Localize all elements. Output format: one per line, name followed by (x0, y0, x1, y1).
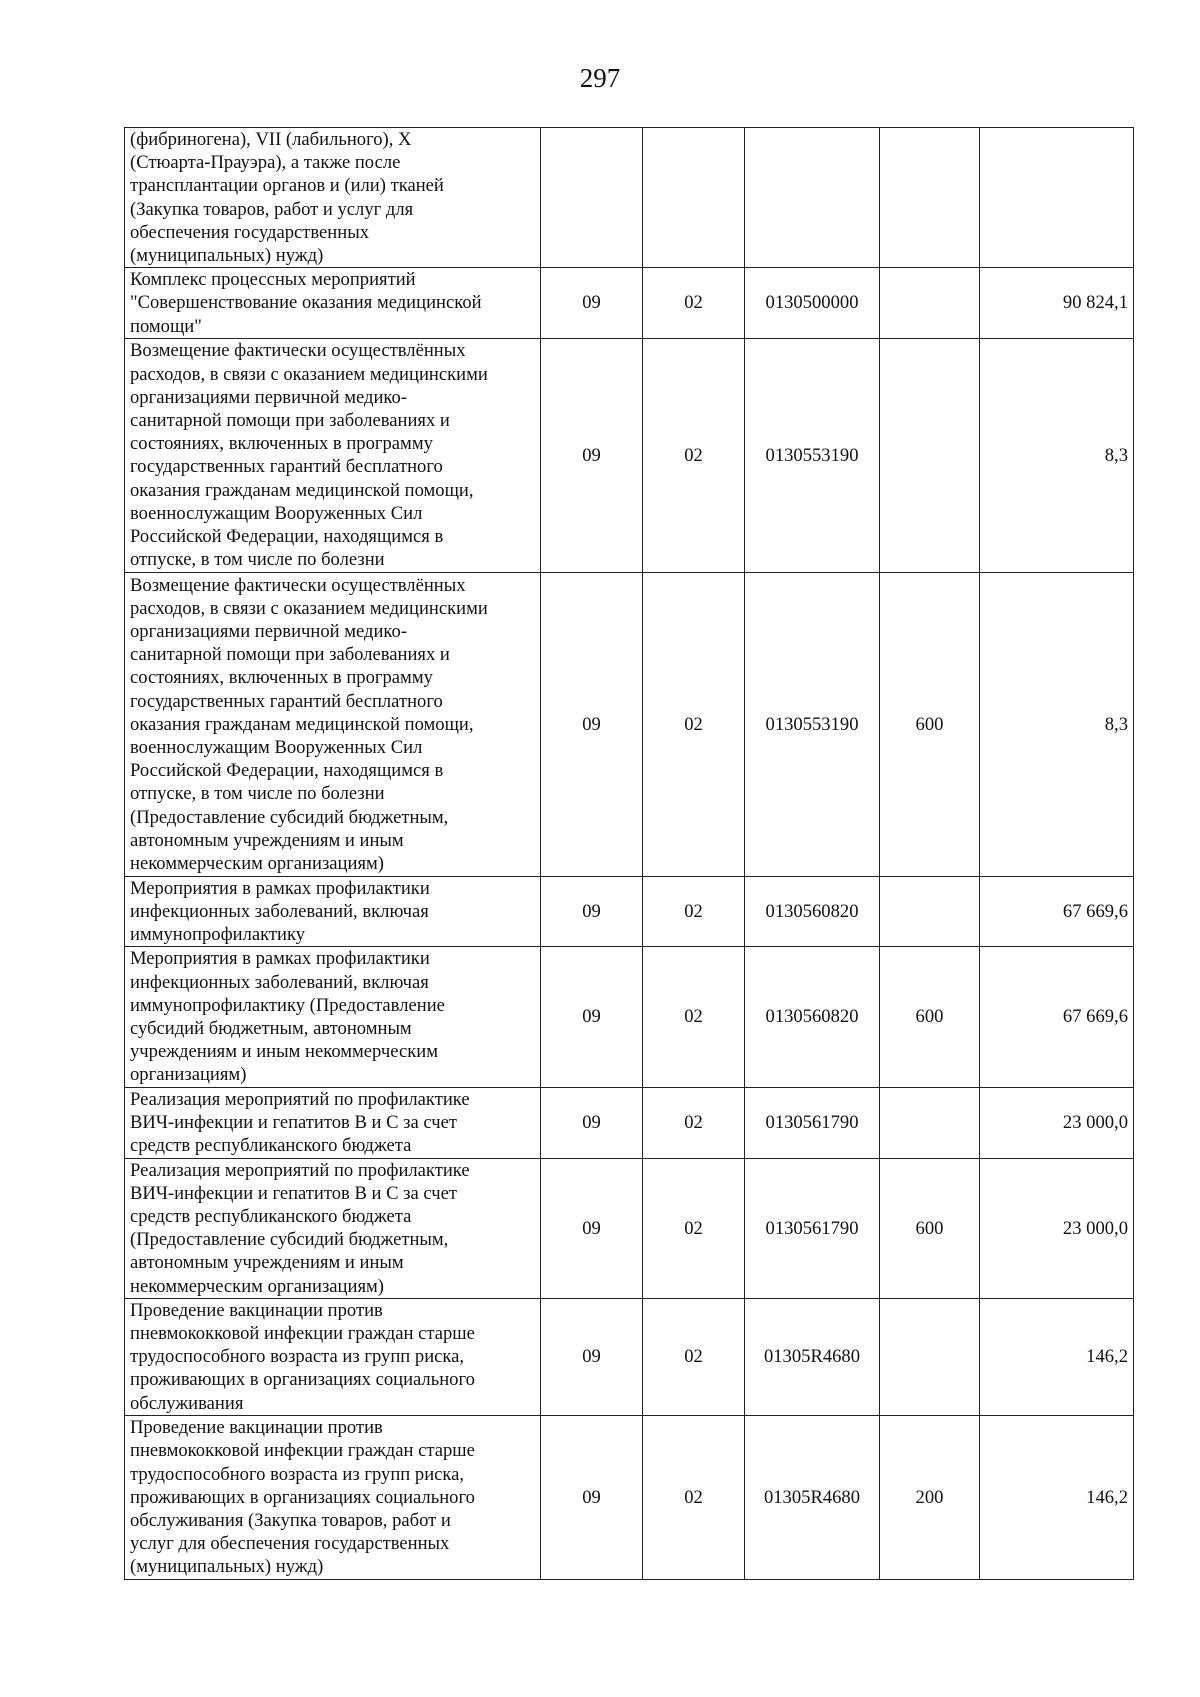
row-subsection: 02 (643, 1298, 745, 1415)
table-row (125, 947, 1134, 1087)
row-amount: 146,2 (980, 1415, 1134, 1579)
table-row (125, 1087, 1134, 1158)
row-name: Реализация мероприятий по профилактике ВИЧ-инфекции и гепатитов B и C за счет средств республиканского бюджета (Предоставление субсидий бюджетным, автономным учреждениям и иным некоммерческим организациям) (125, 1158, 541, 1298)
row-expense-type: 600 (880, 1158, 980, 1298)
row-subsection: 02 (643, 1415, 745, 1579)
table-row (125, 1158, 1134, 1298)
row-target-article: 0130553190 (745, 338, 880, 572)
table-row (125, 128, 1134, 268)
row-subsection: 02 (643, 1158, 745, 1298)
row-amount: 146,2 (980, 1298, 1134, 1415)
table-row (125, 1298, 1134, 1415)
row-target-article: 01305R4680 (745, 1415, 880, 1579)
row-target-article: 0130561790 (745, 1158, 880, 1298)
budget-table (124, 127, 1134, 1580)
row-name: Проведение вакцинации против пневмококковой инфекции граждан старше трудоспособного возраста из групп риска, проживающих в организациях социального обслуживания (125, 1298, 541, 1415)
row-amount: 8,3 (980, 572, 1134, 876)
row-expense-type: 600 (880, 947, 980, 1087)
page-number: 297 (579, 63, 621, 93)
row-name: Мероприятия в рамках профилактики инфекционных заболеваний, включая иммунопрофилактику (125, 876, 541, 947)
row-amount: 90 824,1 (980, 268, 1134, 339)
row-section: 09 (541, 572, 643, 876)
row-amount: 67 669,6 (980, 947, 1134, 1087)
row-target-article: 0130560820 (745, 876, 880, 947)
row-section: 09 (541, 947, 643, 1087)
row-expense-type (880, 268, 980, 339)
row-section: 09 (541, 1158, 643, 1298)
table-row (125, 338, 1134, 572)
row-amount: 8,3 (980, 338, 1134, 572)
row-expense-type (880, 338, 980, 572)
row-subsection: 02 (643, 876, 745, 947)
row-name: Мероприятия в рамках профилактики инфекционных заболеваний, включая иммунопрофилактику (Предоставление субсидий бюджетным, автономным учреждениям и иным некоммерческим организациям) (125, 947, 541, 1087)
row-section (541, 128, 643, 268)
row-subsection: 02 (643, 572, 745, 876)
row-name: Проведение вакцинации против пневмококковой инфекции граждан старше трудоспособного возраста из групп риска, проживающих в организациях социального обслуживания (Закупка товаров, работ и услуг для обеспечения государственных (муниципальных) нужд) (125, 1415, 541, 1579)
row-target-article (745, 128, 880, 268)
row-section: 09 (541, 338, 643, 572)
row-section: 09 (541, 1087, 643, 1158)
row-amount: 67 669,6 (980, 876, 1134, 947)
row-name: Комплекс процессных мероприятий "Совершенствование оказания медицинской помощи" (125, 268, 541, 339)
table-row (125, 572, 1134, 876)
row-expense-type (880, 1298, 980, 1415)
table-row (125, 268, 1134, 339)
row-section: 09 (541, 1415, 643, 1579)
row-expense-type: 600 (880, 572, 980, 876)
row-target-article: 01305R4680 (745, 1298, 880, 1415)
row-section: 09 (541, 876, 643, 947)
table-row (125, 876, 1134, 947)
row-amount (980, 128, 1134, 268)
row-amount: 23 000,0 (980, 1087, 1134, 1158)
row-subsection: 02 (643, 1087, 745, 1158)
row-expense-type (880, 128, 980, 268)
row-expense-type (880, 1087, 980, 1158)
row-name: Возмещение фактически осуществлённых расходов, в связи с оказанием медицинскими организациями первичной медико- санитарной помощи при заболеваниях и состояниях, включенных в программу государственных гарантий бесплатного оказания гражданам медицинской помощи, военнослужащим Вооруженных Сил Российской Федерации, находящимся в отпуске, в том числе по болезни (125, 338, 541, 572)
row-section: 09 (541, 1298, 643, 1415)
row-target-article: 0130561790 (745, 1087, 880, 1158)
row-name: Возмещение фактически осуществлённых расходов, в связи с оказанием медицинскими организациями первичной медико- санитарной помощи при заболеваниях и состояниях, включенных в программу государственных гарантий бесплатного оказания гражданам медицинской помощи, военнослужащим Вооруженных Сил Российской Федерации, находящимся в отпуске, в том числе по болезни (Предоставление субсидий бюджетным, автономным учреждениям и иным некоммерческим организациям) (125, 572, 541, 876)
row-section: 09 (541, 268, 643, 339)
row-target-article: 0130553190 (745, 572, 880, 876)
row-amount: 23 000,0 (980, 1158, 1134, 1298)
row-subsection: 02 (643, 947, 745, 1087)
row-subsection: 02 (643, 338, 745, 572)
row-expense-type (880, 876, 980, 947)
table-row (125, 1415, 1134, 1579)
row-name: (фибриногена), VII (лабильного), X (Стюарта-Прауэра), а также после трансплантации органов и (или) тканей (Закупка товаров, работ и услуг для обеспечения государственных (муниципальных) нужд) (125, 128, 541, 268)
row-subsection: 02 (643, 268, 745, 339)
row-name: Реализация мероприятий по профилактике ВИЧ-инфекции и гепатитов B и C за счет средств республиканского бюджета (125, 1087, 541, 1158)
row-target-article: 0130560820 (745, 947, 880, 1087)
row-target-article: 0130500000 (745, 268, 880, 339)
row-subsection (643, 128, 745, 268)
row-expense-type: 200 (880, 1415, 980, 1579)
